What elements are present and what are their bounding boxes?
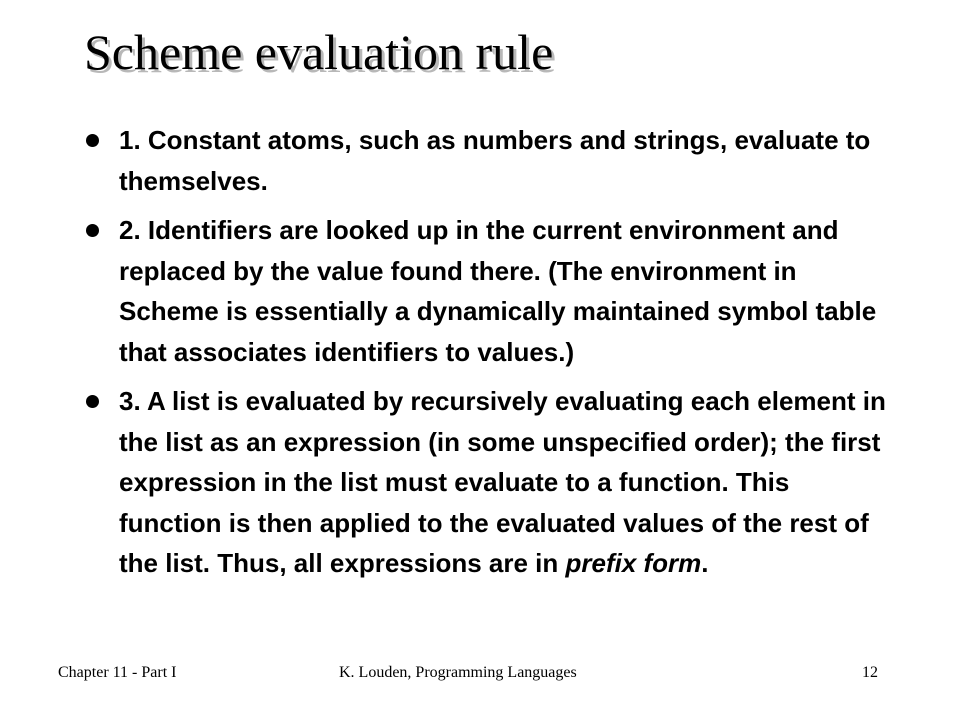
bullet-text-1: 1. Constant atoms, such as numbers and strings, evaluate to themselves. [119,125,871,196]
bullet-dot-icon [86,395,99,408]
footer-source: K. Louden, Programming Languages [339,664,577,681]
slide-title: Scheme evaluation rule [84,24,554,80]
bullet-list [86,120,886,593]
bullet-item-3 [86,381,886,584]
footer-chapter: Chapter 11 - Part I [58,664,177,681]
bullet-text-3: 3. A list is evaluated by recursively evaluating each element in the list as an expression (in some unspecified order); the first expression in the list must evaluate to a function. This function is then applied to the evaluated values of the rest of the list. Thus, all expressions are in [119,386,886,578]
bullet-text-2: 2. Identifiers are looked up in the current environment and replaced by the value found there. (The environment in Scheme is essentially a dynamically maintained symbol table that associates identifiers to values.) [119,215,877,367]
bullet-item-2 [86,210,886,372]
page-number: 12 [862,664,878,681]
bullet-dot-icon [86,134,99,147]
bullet-text-3-end: . [701,548,709,578]
prefix-form-emphasis: prefix form [565,548,702,578]
bullet-item-1 [86,120,886,201]
bullet-dot-icon [86,224,99,237]
